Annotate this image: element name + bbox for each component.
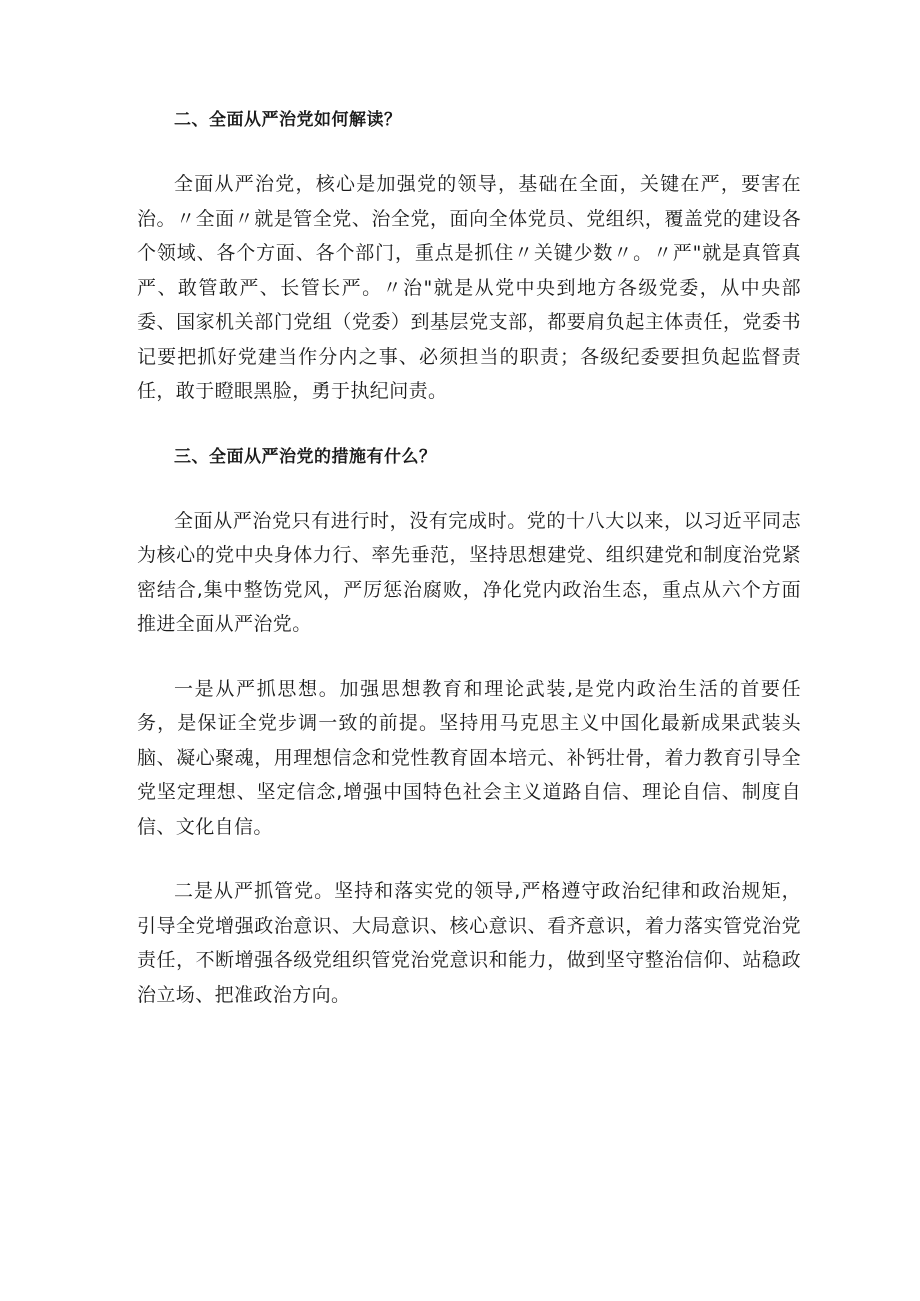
paragraph-measure-party-management: 二是从严抓管党。坚持和落实党的领导,严格遵守政治纪律和政治规矩，引导全党增强政治意识、大局意识、核心意识、看齐意识，着力落实管党治党责任，不断增强各级党组织管党治党意识和能力，做到坚守整治信仰、站稳政治立场、把准政治方向。 — [137, 880, 801, 1006]
section-heading-measures: 三、全面从严治党的措施有什么？ — [174, 446, 437, 467]
paragraph-measures-intro: 全面从严治党只有进行时，没有完成时。党的十八大以来，以习近平同志为核心的党中央身体力行、率先垂范，坚持思想建党、组织建党和制度治党紧密结合,集中整饬党风，严厉惩治腐败，净化党内政治生态，重点从六个方面推进全面从严治党。 — [137, 509, 801, 635]
document-body — [137, 103, 801, 1012]
paragraph-interpretation: 全面从严治党，核心是加强党的领导，基础在全面，关键在严，要害在治。〃全面〃就是管全党、治全党，面向全体党员、党组织，覆盖党的建设各个领域、各个方面、各个部门，重点是抓住〃关键少数〃。〃严"就是真管真严、敢管敢严、长管长严。〃治"就是从党中央到地方各级党委，从中央部委、国家机关部门党组（党委）到基层党支部，都要肩负起主体责任，党委书记要把抓好党建当作分内之事、必须担当的职责；各级纪委要担负起监督责任，敢于瞪眼黑脸，勇于执纪问责。 — [137, 173, 801, 402]
paragraph-measure-thought: 一是从严抓思想。加强思想教育和理论武装,是党内政治生活的首要任务，是保证全党步调一致的前提。坚持用马克思主义中国化最新成果武装头脑、凝心聚魂，用理想信念和党性教育固本培元、补钙壮骨，着力教育引导全党坚定理想、坚定信念,增强中国特色社会主义道路自信、理论自信、制度自信、文化自信。 — [137, 677, 801, 838]
section-heading-interpretation: 二、全面从严治党如何解读？ — [174, 110, 402, 130]
